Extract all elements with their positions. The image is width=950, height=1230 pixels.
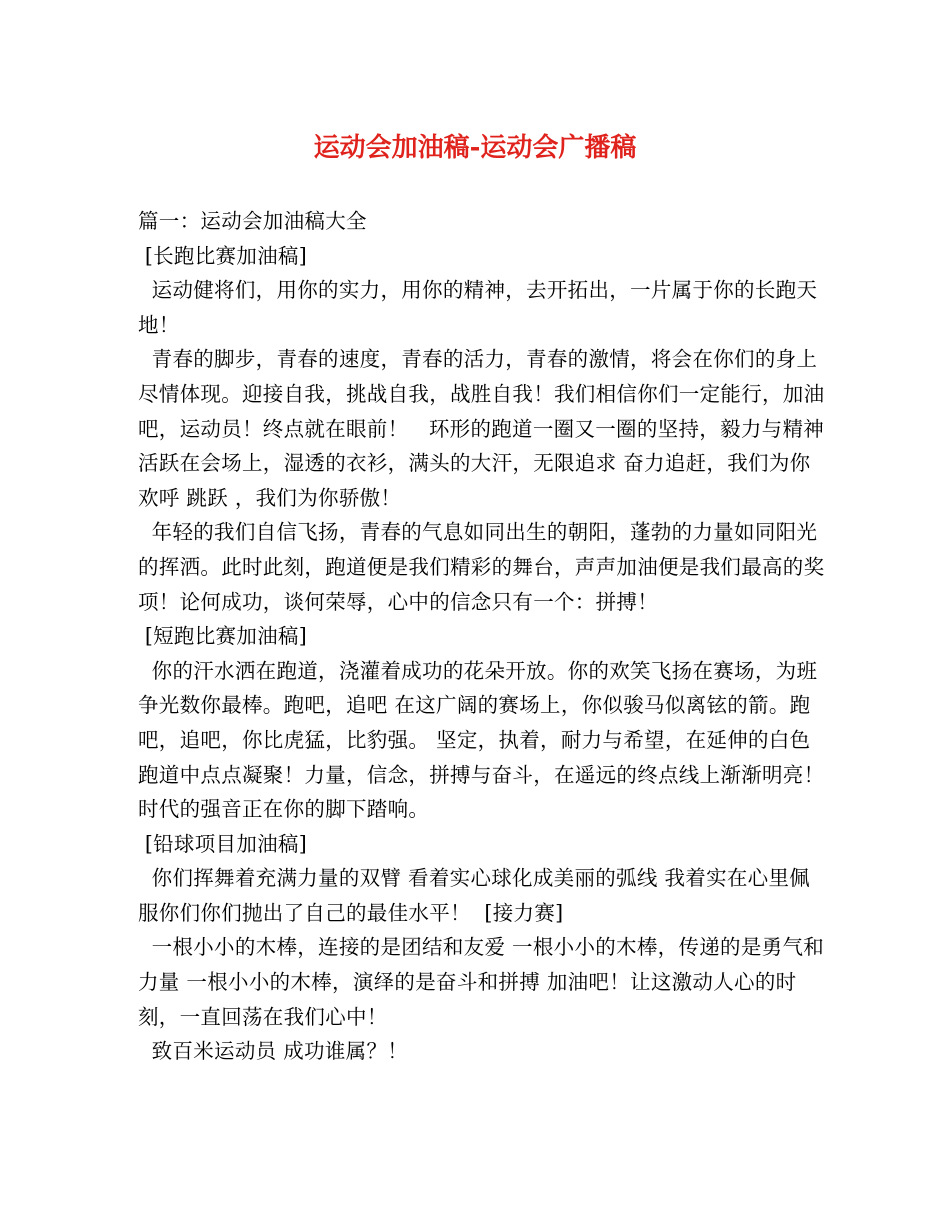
paragraph: 致百米运动员 成功谁属？！ [138,1039,409,1064]
paragraph: 运动健将们，用你的实力，用你的精神，去开拓出，一片属于你的长跑天地！ [138,278,818,337]
section-heading: [铅球项目加油稿] [138,831,308,856]
section-heading: [短跑比赛加油稿] [138,624,308,649]
document-body [138,204,828,1069]
paragraph: 你们挥舞着充满力量的双臂 看着实心球化成美丽的弧线 我着实在心里佩服你们你们抛出了自己的最佳水平！ [接力赛] [138,866,811,925]
paragraph: 篇一：运动会加油稿大全 [138,209,367,233]
paragraph: 你的汗水洒在跑道，浇灌着成功的花朵开放。你的欢笑飞扬在赛场，为班争光数你最棒。跑吧，追吧 在这广阔的赛场上，你似骏马似离铉的箭。跑吧，追吧，你比虎猛，比豹强。 坚定，执着，耐力与希望，在延伸的白色跑道中点点凝聚！力量，信念，拼搏与奋斗，在遥远的终点线上渐渐明亮！时代的强音正在你的脚下踏响。 [138,658,825,822]
paragraph: 年轻的我们自信飞扬，青春的气息如同出生的朝阳，蓬勃的力量如同阳光的挥洒。此时此刻，跑道便是我们精彩的舞台，声声加油便是我们最高的奖项！论何成功，谈何荣辱，心中的信念只有一个：拼搏！ [138,520,825,614]
paragraph: 一根小小的木棒，连接的是团结和友爱 一根小小的木棒，传递的是勇气和力量 一根小小的木棒，演绎的是奋斗和拼搏 加油吧！让这激动人心的时刻，一直回荡在我们心中！ [138,935,825,1029]
paragraph: 青春的脚步，青春的速度，青春的活力，青春的激情，将会在你们的身上尽情体现。迎接自我，挑战自我，战胜自我！我们相信你们一定能行，加油吧，运动员！终点就在眼前！ 环形的跑道一圈又一圈的坚持，毅力与精神活跃在会场上，湿透的衣衫，满头的大汗，无限追求 奋力追赶，我们为你欢呼 跳跃 ，我们为你骄傲！ [138,347,825,510]
section-heading: [长跑比赛加油稿] [138,243,308,268]
document-title: 运动会加油稿-运动会广播稿 [313,133,637,163]
